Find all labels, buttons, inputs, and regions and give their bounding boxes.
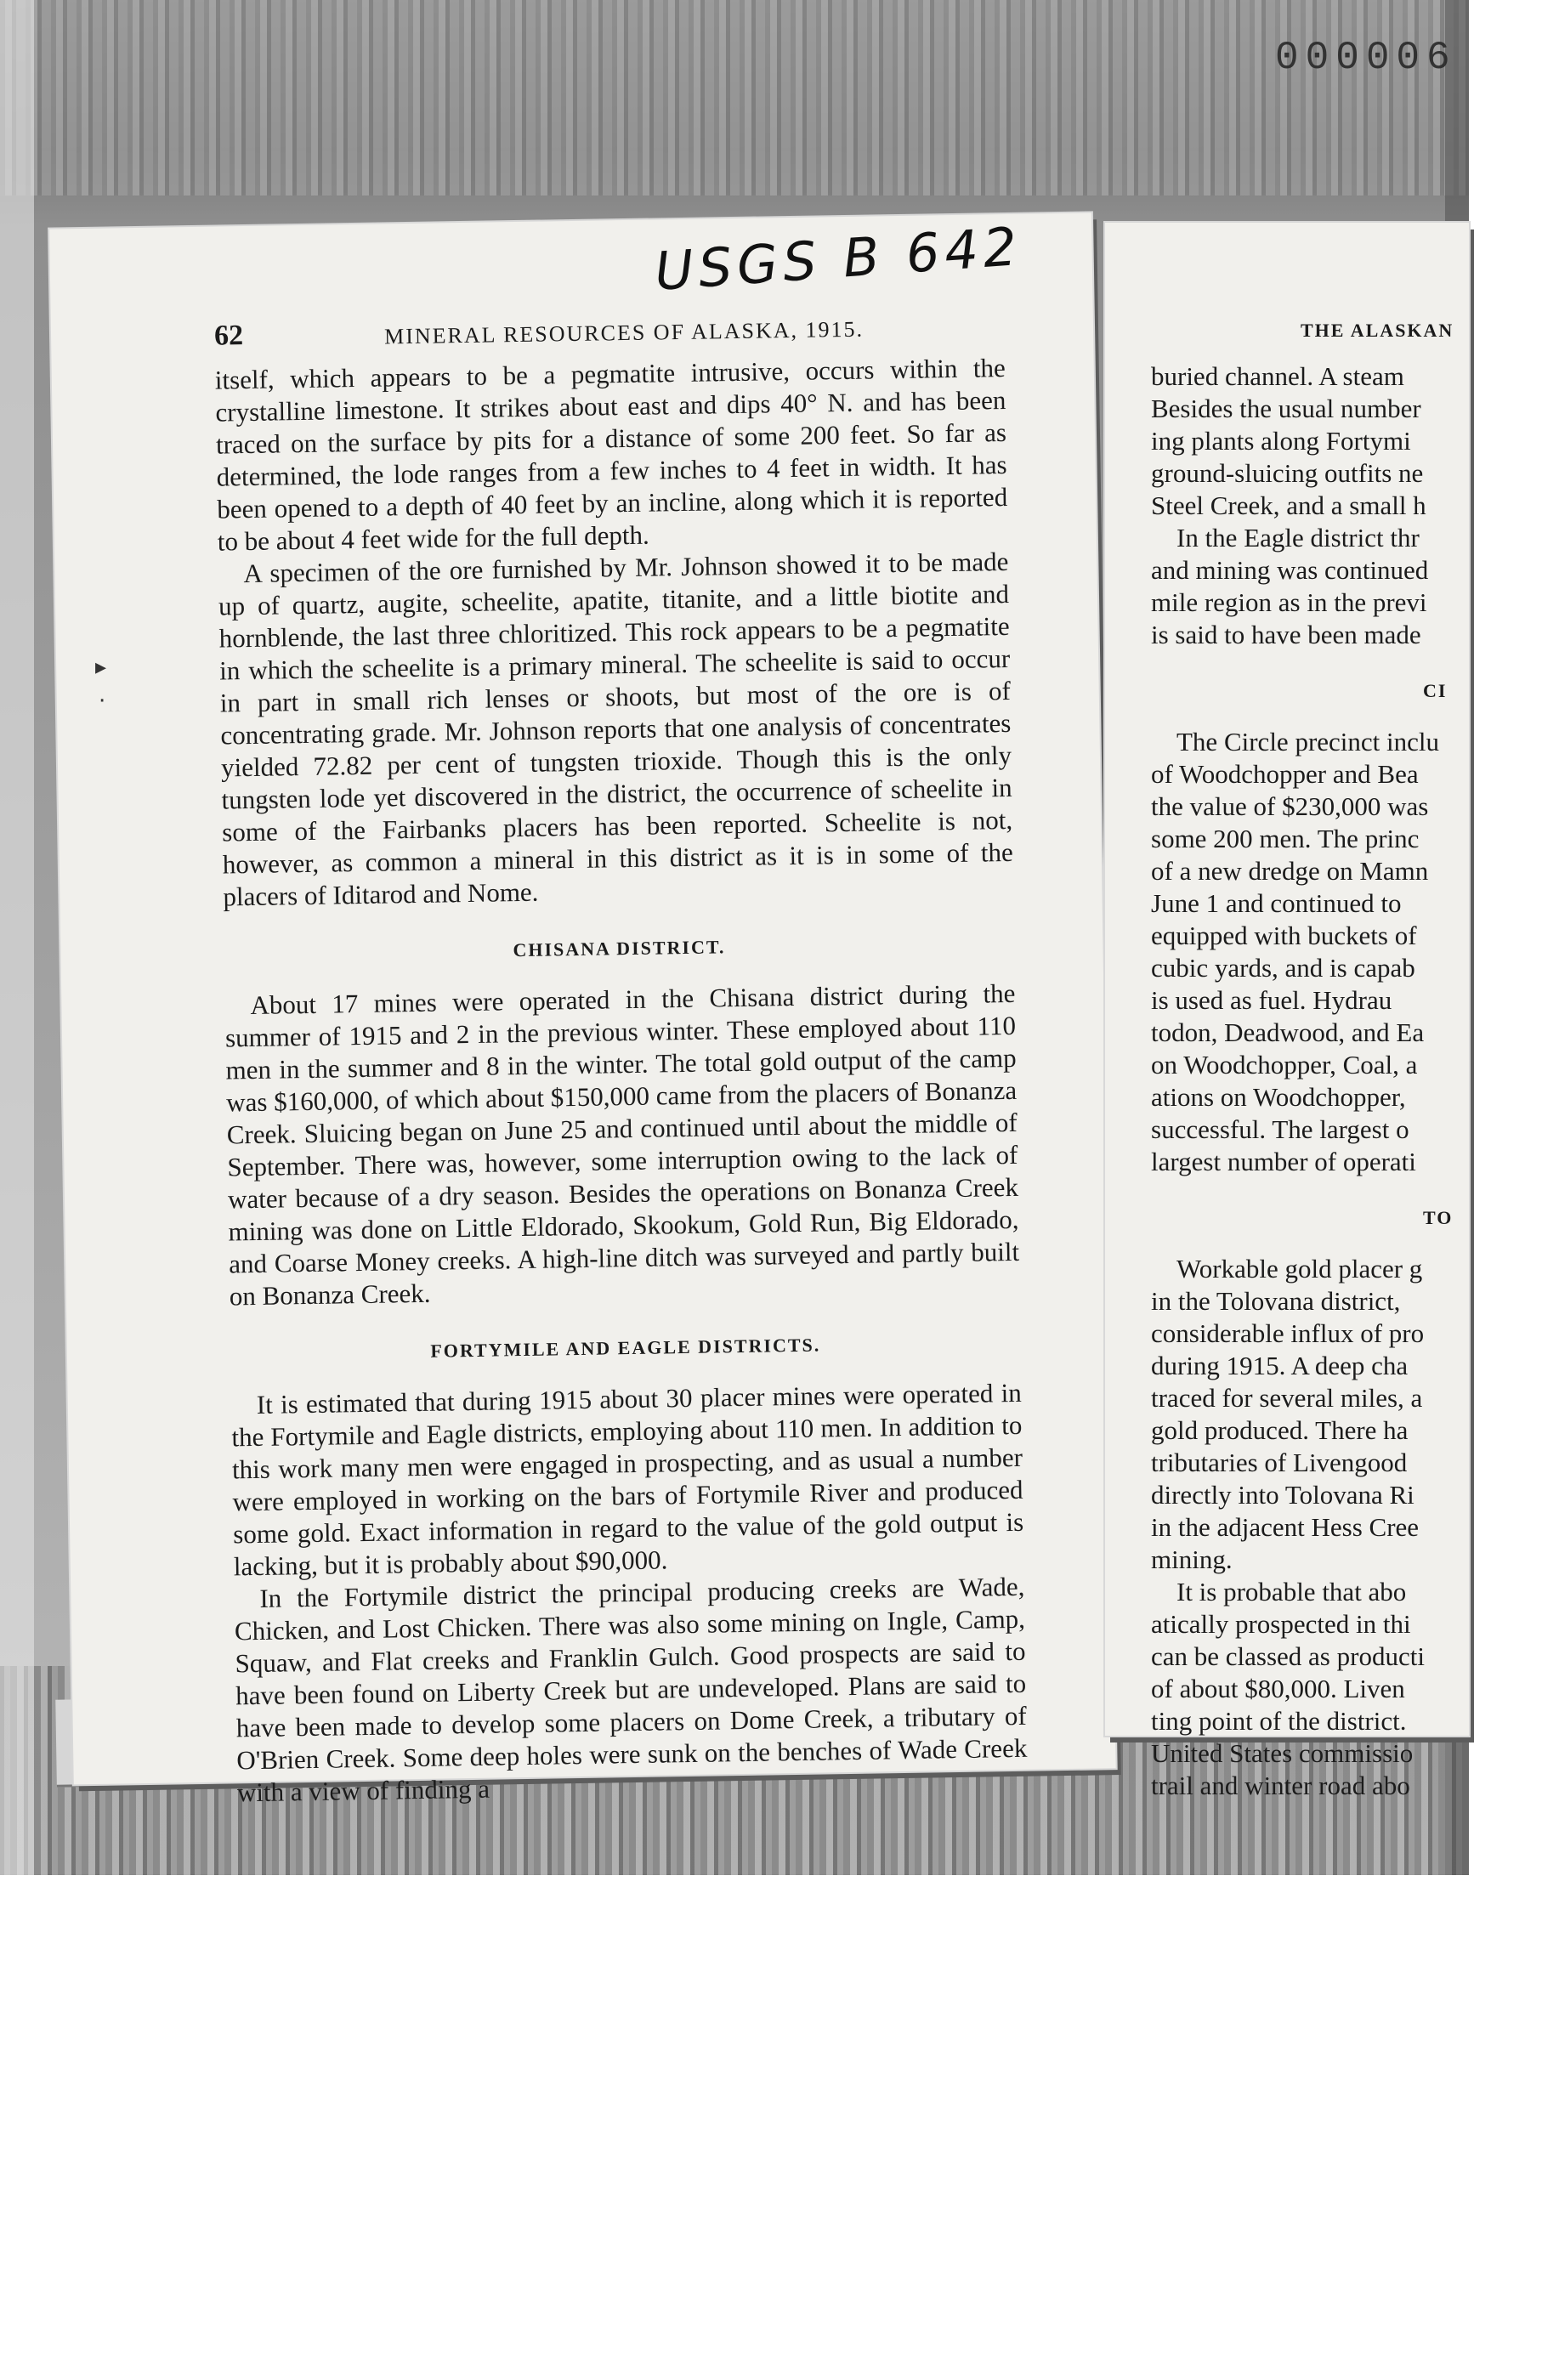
text-line: todon, Deadwood, and Ea: [1151, 1017, 1425, 1047]
text-line: and mining was continued: [1151, 555, 1429, 585]
text-line: of Woodchopper and Bea: [1151, 759, 1419, 789]
paragraph: A specimen of the ore furnished by Mr. Johnson showed it to be made up of quartz, augite, scheelite, apatite, titanite, and a little biotite and hornblende, the last three chloritized. This rock appears to be a pegmatite in which the scheelite is a primary mineral. The scheelite is said to occur in part in small rich lenses or shoots, but most of the ore is of concentrating grade. Mr. Johnson reports that one analysis of concentrates yielded 72.82 per cent of tungsten trioxide. Though this is the only tungsten lode yet discovered in the district, the occurrence of scheelite in some of the Fairbanks placers has been reported. Scheelite is not, however, as common a mineral in this district as it is in some of the placers of Iditarod and Nome.: [218, 546, 1014, 912]
text-line: traced for several miles, a: [1151, 1383, 1423, 1413]
left-text-column: [215, 352, 1029, 1809]
text-line: Workable gold placer g: [1176, 1254, 1423, 1284]
paragraph: itself, which appears to be a pegmatite intrusive, occurs within the crystalline limestone. It strikes about east and dips 40° N. and has been traced on the surface by pits for a distance of some 200 feet. So far as determined, the lode ranges from a few inches to 4 feet in width. It has been opened to a depth of 40 feet by an incline, along which it is reported to be about 4 feet wide for the full depth.: [214, 352, 1008, 557]
text-line: atically prospected in thi: [1151, 1609, 1411, 1639]
text-line: ting point of the district.: [1151, 1706, 1407, 1736]
handwritten-annotation: USGS B 642: [652, 215, 1024, 303]
text-line: in the Tolovana district,: [1151, 1286, 1401, 1316]
text-line: The Circle precinct inclu: [1176, 727, 1440, 756]
margin-mark: ▸: [95, 654, 107, 680]
document-number: 000006: [1275, 36, 1457, 80]
text-line: is said to have been made: [1151, 620, 1421, 649]
page-number: 62: [213, 320, 244, 352]
text-line: of about $80,000. Liven: [1151, 1674, 1405, 1703]
section-heading: TO: [1423, 1207, 1454, 1228]
text-line: the value of $230,000 was: [1151, 791, 1429, 821]
text-line: mining.: [1151, 1544, 1233, 1574]
text-line: ations on Woodchopper,: [1151, 1082, 1406, 1112]
section-heading-chisana: CHISANA DISTRICT.: [513, 936, 726, 961]
text-line: buried channel. A steam: [1151, 361, 1404, 391]
paragraph: In the Fortymile district the principal producing creeks are Wade, Chicken, and Lost Chicken. There was also some mining on Ingle, Camp, Squaw, and Flat creeks and Franklin Gulch. Good prospects are said to have been found on Liberty Creek but are undeveloped. Plans are said to have been made to develop some placers on Dome Creek, a tributary of O'Brien Creek. Some deep holes were sunk on the benches of Wade Creek with a view of finding a: [234, 1571, 1028, 1808]
text-line: ing plants along Fortymi: [1151, 426, 1411, 456]
text-line: of a new dredge on Mamn: [1151, 856, 1429, 886]
text-line: ground-sluicing outfits ne: [1151, 458, 1424, 488]
paragraph: It is estimated that during 1915 about 30 placer mines were operated in the Fortymile and Eagle districts, employing about 110 men. In addition to this work many men were engaged in prospecting, and as usual a number were employed in working on the bars of Fortymile River and produced some gold. Exact information in regard to the value of the gold output is lacking, but it is probably about $90,000.: [231, 1377, 1024, 1582]
text-line: Steel Creek, and a small h: [1151, 490, 1426, 520]
text-line: in the adjacent Hess Cree: [1151, 1512, 1420, 1542]
running-head: MINERAL RESOURCES OF ALASKA, 1915.: [383, 316, 865, 349]
text-line: United States commissio: [1151, 1738, 1414, 1768]
text-line: Besides the usual number: [1151, 394, 1421, 423]
text-line: successful. The largest o: [1151, 1114, 1409, 1144]
text-line: It is probable that abo: [1176, 1577, 1407, 1606]
text-line: is used as fuel. Hydrau: [1151, 985, 1392, 1015]
paragraph: About 17 mines were operated in the Chisana district during the summer of 1915 and 2 in the previous winter. These employed about 110 men in the summer and 8 in the winter. The total gold output of the camp was $160,000, of which about $150,000 came from the placers of Bonanza Creek. Sluicing began on June 25 and continued until about the middle of September. There was, however, some interruption owing to the lack of water because of a dry season. Besides the operations on Bonanza Creek mining was done on Little Eldorado, Skookum, Gold Run, Big Eldorado, and Coarse Money creeks. A high-line ditch was surveyed and partly built on Bonanza Creek.: [224, 978, 1020, 1312]
section-heading-fortymile: FORTYMILE AND EAGLE DISTRICTS.: [430, 1334, 821, 1362]
text-line: largest number of operati: [1151, 1147, 1416, 1176]
text-line: during 1915. A deep cha: [1151, 1351, 1409, 1380]
margin-mark: ·: [99, 688, 106, 714]
right-page: [1105, 223, 1469, 1800]
text-line: directly into Tolovana Ri: [1151, 1480, 1414, 1510]
text-line: on Woodchopper, Coal, a: [1151, 1050, 1418, 1080]
text-line: trail and winter road abo: [1151, 1771, 1410, 1800]
text-line: June 1 and continued to: [1151, 888, 1402, 918]
text-line: considerable influx of pro: [1151, 1318, 1425, 1348]
section-heading: CI: [1423, 680, 1448, 701]
text-line: mile region as in the previ: [1151, 587, 1427, 617]
text-line: In the Eagle district thr: [1176, 523, 1420, 552]
text-line: can be classed as producti: [1151, 1641, 1425, 1671]
scan-top-band: [0, 0, 1469, 196]
scan-left-edge: [0, 0, 34, 1875]
text-line: gold produced. There ha: [1151, 1415, 1409, 1445]
text-line: some 200 men. The princ: [1151, 824, 1420, 853]
text-line: cubic yards, and is capab: [1151, 953, 1415, 983]
text-line: equipped with buckets of: [1151, 921, 1417, 950]
right-text-column: [1151, 360, 1542, 1802]
text-line: tributaries of Livengood: [1151, 1448, 1408, 1477]
running-head-right: THE ALASKAN: [1301, 320, 1454, 341]
left-page: [49, 212, 1116, 1808]
